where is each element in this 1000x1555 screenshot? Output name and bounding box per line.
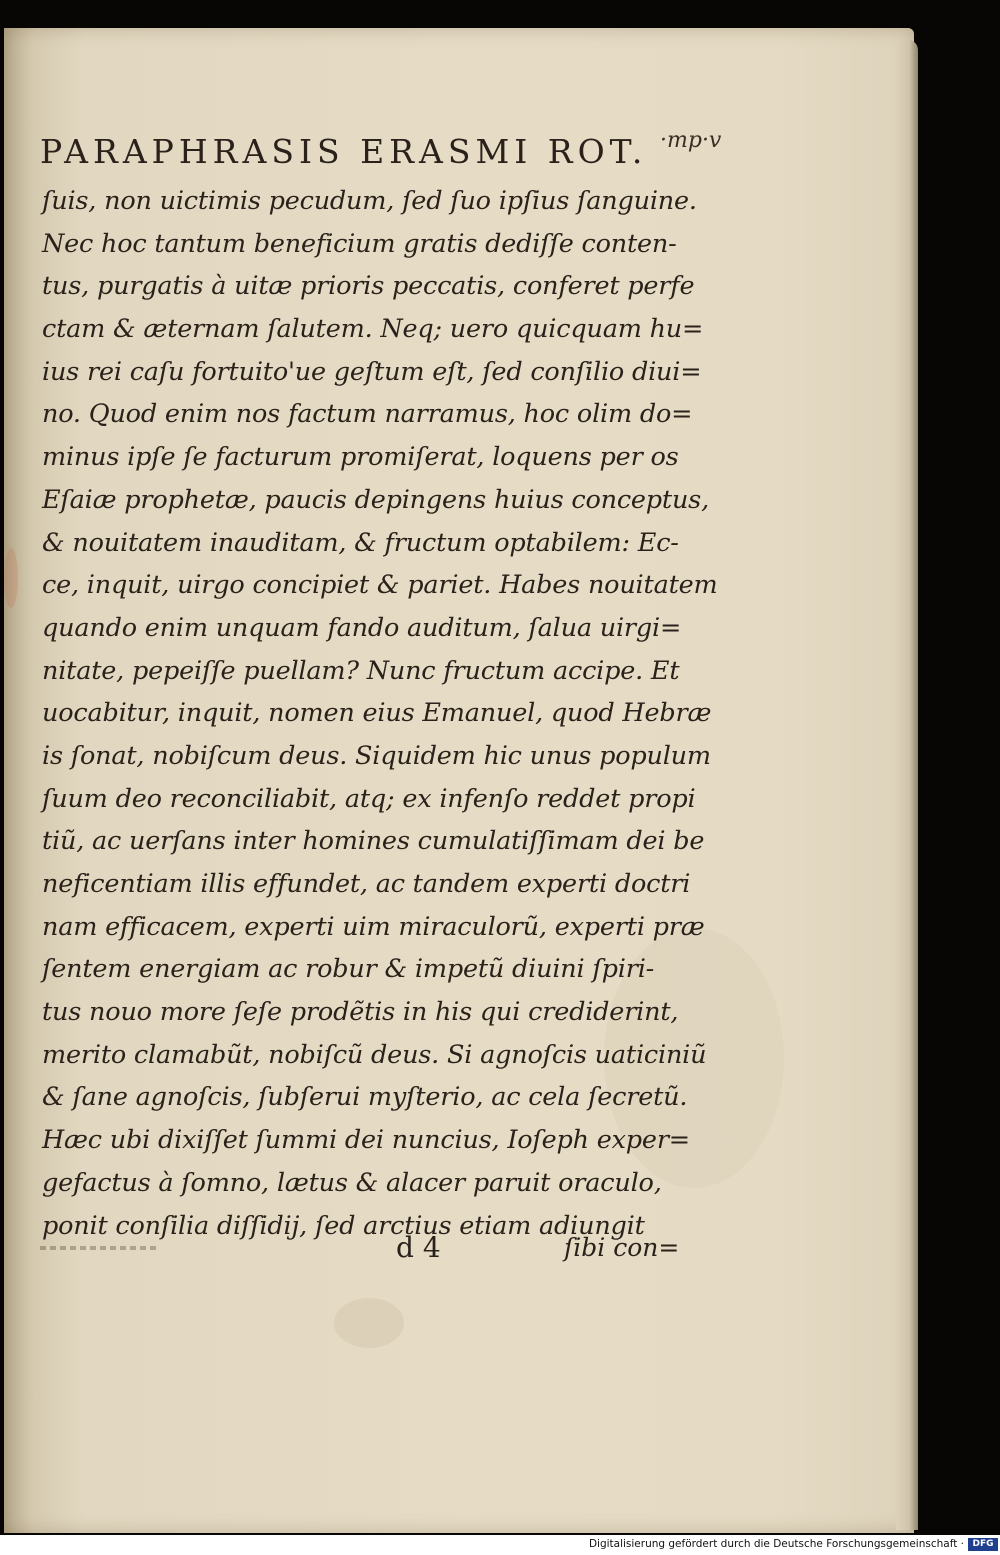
text-line: quando enim unquam fando auditum, ſalua uirgi= [42, 612, 682, 643]
page-edge [896, 40, 918, 1530]
signature-mark: d 4 [396, 1231, 441, 1264]
ink-smudge [40, 1246, 160, 1250]
text-line: Eſaiæ prophetæ, paucis depingens huius conceptus, [42, 484, 709, 515]
credit-text: Digitalisierung gefördert durch die Deutsche Forschungsgemeinschaft · [588, 1538, 964, 1550]
text-line: ſuis, non uictimis pecudum, ſed ſuo ipſius ſanguine. [42, 186, 697, 216]
text-line: & ſane agnoſcis, ſubſerui myſterio, ac cela ſecretũ. [42, 1082, 688, 1113]
text-line: ius rei caſu fortuito'ue geſtum eſt, ſed conſilio diui= [42, 356, 702, 387]
text-line: Hæc ubi dixiſſet ſummi dei nuncius, Ioſeph exper= [42, 1125, 690, 1156]
text-line: tiũ, ac uerſans inter homines cumulatiſſimam dei be [42, 826, 705, 857]
text-line: nam efficacem, experti uim miraculorũ, experti præ [42, 911, 705, 942]
text-line: nitate, pepeiſſe puellam? Nunc fructum accipe. Et [42, 655, 680, 686]
page-footer [36, 1228, 686, 1270]
text-line: & nouitatem inauditam, & fructum optabilem: Ec- [42, 527, 679, 558]
running-head: PARAPHRASIS ERASMI ROT. [40, 132, 648, 171]
text-line: neficentiam illis effundet, ac tandem experti doctri [42, 869, 691, 899]
text-line: minus ipſe ſe facturum promiſerat, loquens per os [42, 442, 679, 473]
folio-mark: ·mp·v [660, 128, 722, 153]
text-line: no. Quod enim nos factum narramus, hoc olim do= [42, 399, 693, 430]
paper-stain [334, 1298, 404, 1348]
text-line: ce, inquit, uirgo concipiet & pariet. Habes nouitatem [42, 570, 718, 601]
text-line: gefactus à ſomno, lætus & alacer paruit oraculo, [42, 1167, 662, 1198]
paper-stain [4, 548, 18, 608]
text-line: tus, purgatis à uitæ prioris peccatis, conferet perfe [42, 271, 695, 302]
text-line: ſuum deo reconciliabit, atq; ex infenſo reddet propi [42, 783, 696, 814]
text-line: ctam & æternam ſalutem. Neq; uero quicquam hu= [42, 314, 704, 345]
dfg-logo: DFG [968, 1538, 998, 1551]
text-line: Nec hoc tantum beneficium gratis dediſſe conten- [42, 228, 677, 259]
catchword: ſibi con= [564, 1233, 680, 1262]
text-block [42, 180, 718, 1247]
text-line: tus nouo more ſeſe prodẽtis in his qui crediderint, [42, 997, 679, 1028]
text-line: ſentem energiam ac robur & impetũ diuini ſpiri- [42, 954, 655, 985]
credit-bar [0, 1535, 1000, 1555]
text-line: merito clamabũt, nobiſcũ deus. Si agnoſcis uaticiniũ [42, 1039, 707, 1070]
text-line: ponit conſilia diſſidij, ſed arctius etiam adiungit [42, 1210, 645, 1241]
text-line: uocabitur, inquit, nomen eius Emanuel, quod Hebræ [42, 698, 712, 729]
text-line: is ſonat, nobiſcum deus. Siquidem hic unus populum [42, 740, 711, 771]
